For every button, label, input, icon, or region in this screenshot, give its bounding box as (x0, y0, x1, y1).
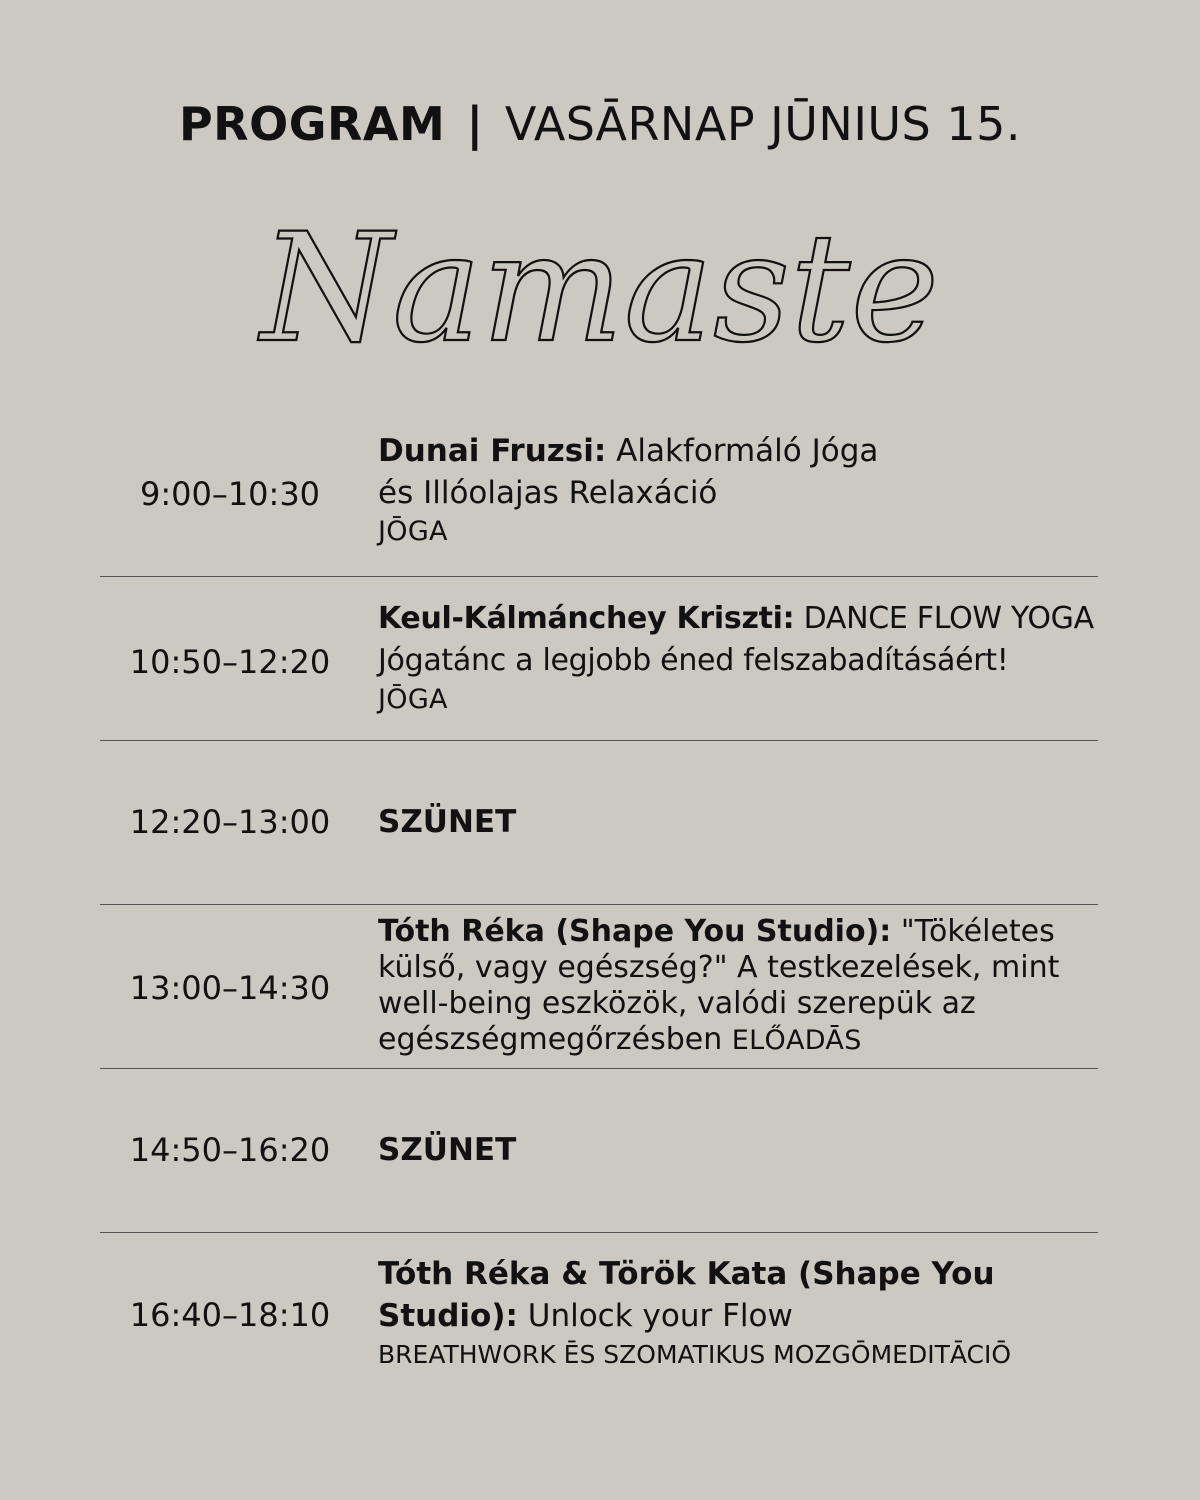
session-title: "Tökéletes külső, vagy egészség?" A testkezelések, mint well-being eszközök, valódi szerepük az egészségmegőrzésben (378, 914, 1060, 1057)
session-title: Alakformáló Jóga és Illóolajas Relaxáció (378, 433, 879, 511)
session-category: JŌGA (378, 684, 448, 715)
page-title (0, 96, 1200, 152)
time-slot: 14:50–16:20 (129, 1131, 331, 1169)
divider (100, 1068, 1098, 1069)
speaker-name: Tóth Réka & Török Kata (Shape You Studio): (378, 1256, 995, 1334)
session-category: ELŐADĀS (731, 1025, 862, 1056)
break-label: SZÜNET (378, 1132, 517, 1168)
session-title: Unlock your Flow (517, 1298, 793, 1334)
time-slot: 9:00–10:30 (139, 475, 321, 513)
event-date: VASĀRNAP JŪNIUS 15. (504, 97, 1022, 151)
session-details (378, 598, 1108, 718)
speaker-name: Tóth Réka (Shape You Studio): (378, 914, 892, 949)
time-slot: 16:40–18:10 (129, 1296, 331, 1334)
time-slot: 13:00–14:30 (129, 969, 331, 1007)
time-slot: 10:50–12:20 (129, 643, 331, 681)
divider (100, 740, 1098, 741)
session-category: BREATHWORK ĒS SZOMATIKUS MOZGŌMEDITĀCIŌ (378, 1340, 1012, 1369)
program-label: PROGRAM (178, 97, 446, 151)
script-title-text: Namaste (260, 202, 940, 376)
break-label: SZÜNET (378, 804, 517, 840)
title-separator: | (466, 97, 484, 151)
session-details (378, 1253, 1118, 1373)
session-title: DANCE FLOW YOGA Jógatánc a legjobb éned felszabadításáért! (378, 601, 1094, 678)
session-details (378, 914, 1098, 1059)
divider (100, 576, 1098, 577)
session-details (378, 430, 1108, 550)
divider (100, 1232, 1098, 1233)
time-slot: 12:20–13:00 (129, 803, 331, 841)
script-title (0, 170, 1200, 400)
speaker-name: Dunai Fruzsi: (378, 433, 607, 469)
speaker-name: Keul-Kálmánchey Kriszti: (378, 601, 795, 636)
divider (100, 904, 1098, 905)
session-category: JŌGA (378, 516, 448, 547)
